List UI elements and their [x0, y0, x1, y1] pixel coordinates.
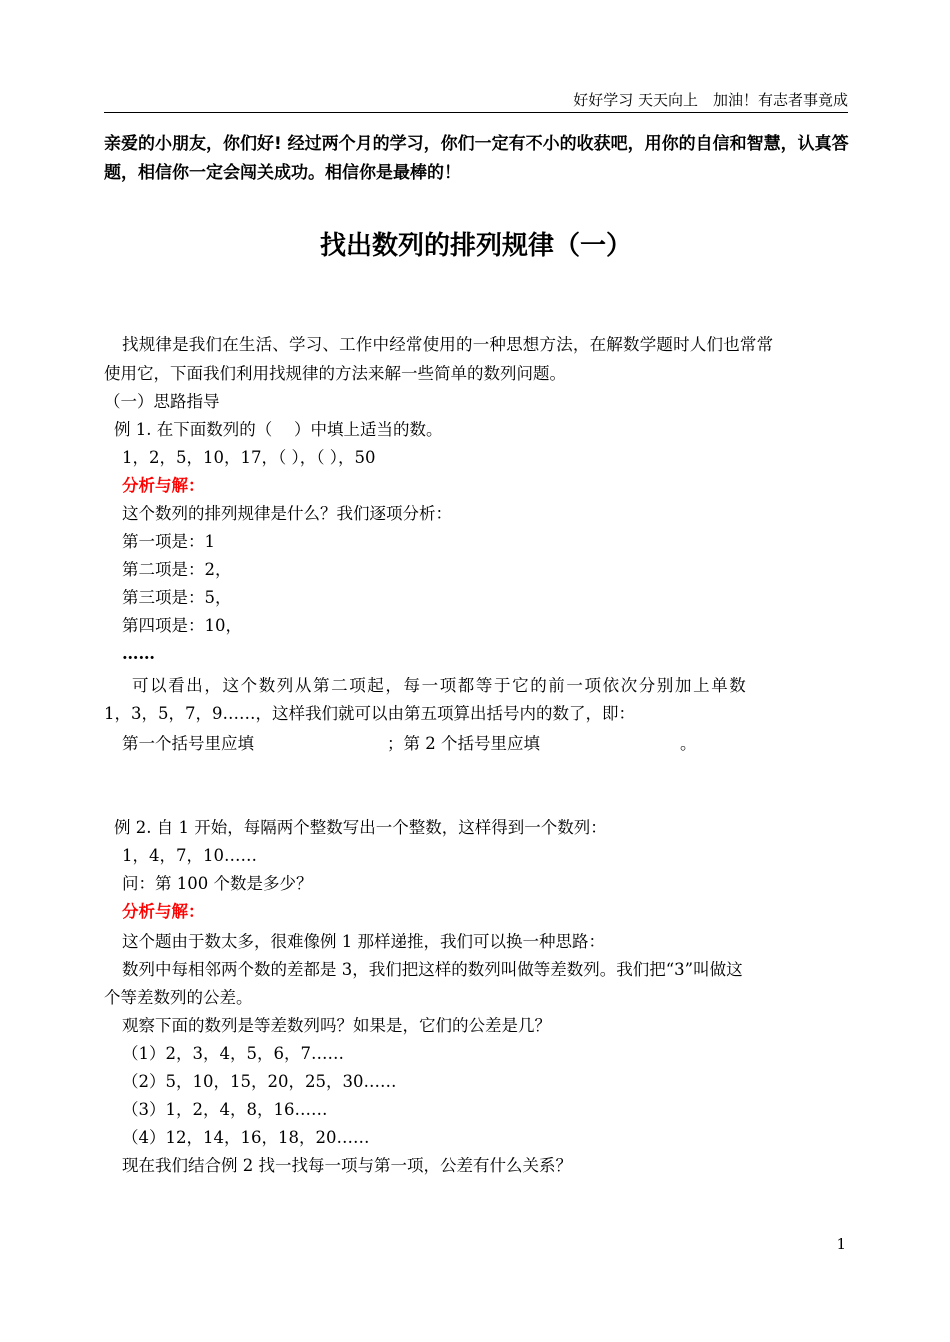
example-question: 问：第 100 个数是多少？ [122, 874, 313, 893]
term-line: 第二项是：2， [122, 560, 232, 579]
term-line: 第四项是：10， [122, 616, 242, 635]
analysis-heading: 分析与解： [122, 902, 205, 921]
paragraph-line: 1，3，5，7，9……，这样我们就可以由第五项算出括号内的数了，即： [104, 704, 635, 723]
page-title: 找出数列的排列规律（一） [319, 231, 632, 261]
ellipsis-line: …… [122, 644, 155, 663]
fill-blank-prompt-2: ；第 2 个括号里应填 [387, 734, 540, 753]
number-sequence: 1，4，7，10…… [122, 846, 257, 865]
section-heading: （一）思路指导 [104, 392, 220, 411]
sequence-item: （1）2，3，4，5，6，7…… [122, 1044, 344, 1063]
paragraph-line: 使用它，下面我们利用找规律的方法来解一些简单的数列问题。 [104, 364, 566, 383]
fill-blank-prompt-1: 第一个括号里应填 [122, 734, 254, 753]
page-number: 1 [836, 1235, 846, 1253]
fill-blank-end: 。 [680, 734, 697, 753]
intro-paragraph: 亲爱的小朋友，你们好! 经过两个月的学习，你们一定有不小的收获吧，用你的自信和智慧，认真答题，相信你一定会闯关成功。相信你是最棒的！ [104, 134, 849, 183]
term-line: 第一项是：1 [122, 532, 215, 551]
analysis-heading: 分析与解： [122, 476, 205, 495]
paragraph-line: 这个数列的排列规律是什么？我们逐项分析： [122, 504, 452, 523]
example-question: 例 1. 在下面数列的（ ）中填上适当的数。 [114, 420, 443, 439]
sequence-item: （3）1，2，4，8，16…… [122, 1100, 328, 1119]
term-line: 第三项是：5， [122, 588, 232, 607]
header-rule [104, 112, 848, 113]
page-header: 好好学习 天天向上 加油！有志者事竟成 [573, 91, 848, 109]
paragraph-line: 观察下面的数列是等差数列吗？如果是，它们的公差是几？ [122, 1016, 551, 1035]
paragraph-line: 现在我们结合例 2 找一找每一项与第一项，公差有什么关系？ [122, 1156, 572, 1175]
paragraph-line: 可以看出，这个数列从第二项起，每一项都等于它的前一项依次分别加上单数 [132, 676, 748, 695]
number-sequence: 1，2，5，10，17，（ ），（ ），50 [122, 448, 376, 467]
sequence-item: （4）12，14，16，18，20…… [122, 1128, 370, 1147]
paragraph-line: 找规律是我们在生活、学习、工作中经常使用的一种思想方法，在解数学题时人们也常常 [122, 335, 774, 354]
paragraph-line: 数列中每相邻两个数的差都是 3，我们把这样的数列叫做等差数列。我们把“3”叫做这 [122, 960, 743, 979]
sequence-item: （2）5，10，15，20，25，30…… [122, 1072, 397, 1091]
paragraph-line: 个等差数列的公差。 [104, 988, 253, 1007]
paragraph-line: 这个题由于数太多，很难像例 1 那样递推，我们可以换一种思路： [122, 932, 605, 951]
example-question: 例 2. 自 1 开始，每隔两个整数写出一个整数，这样得到一个数列： [114, 818, 607, 837]
